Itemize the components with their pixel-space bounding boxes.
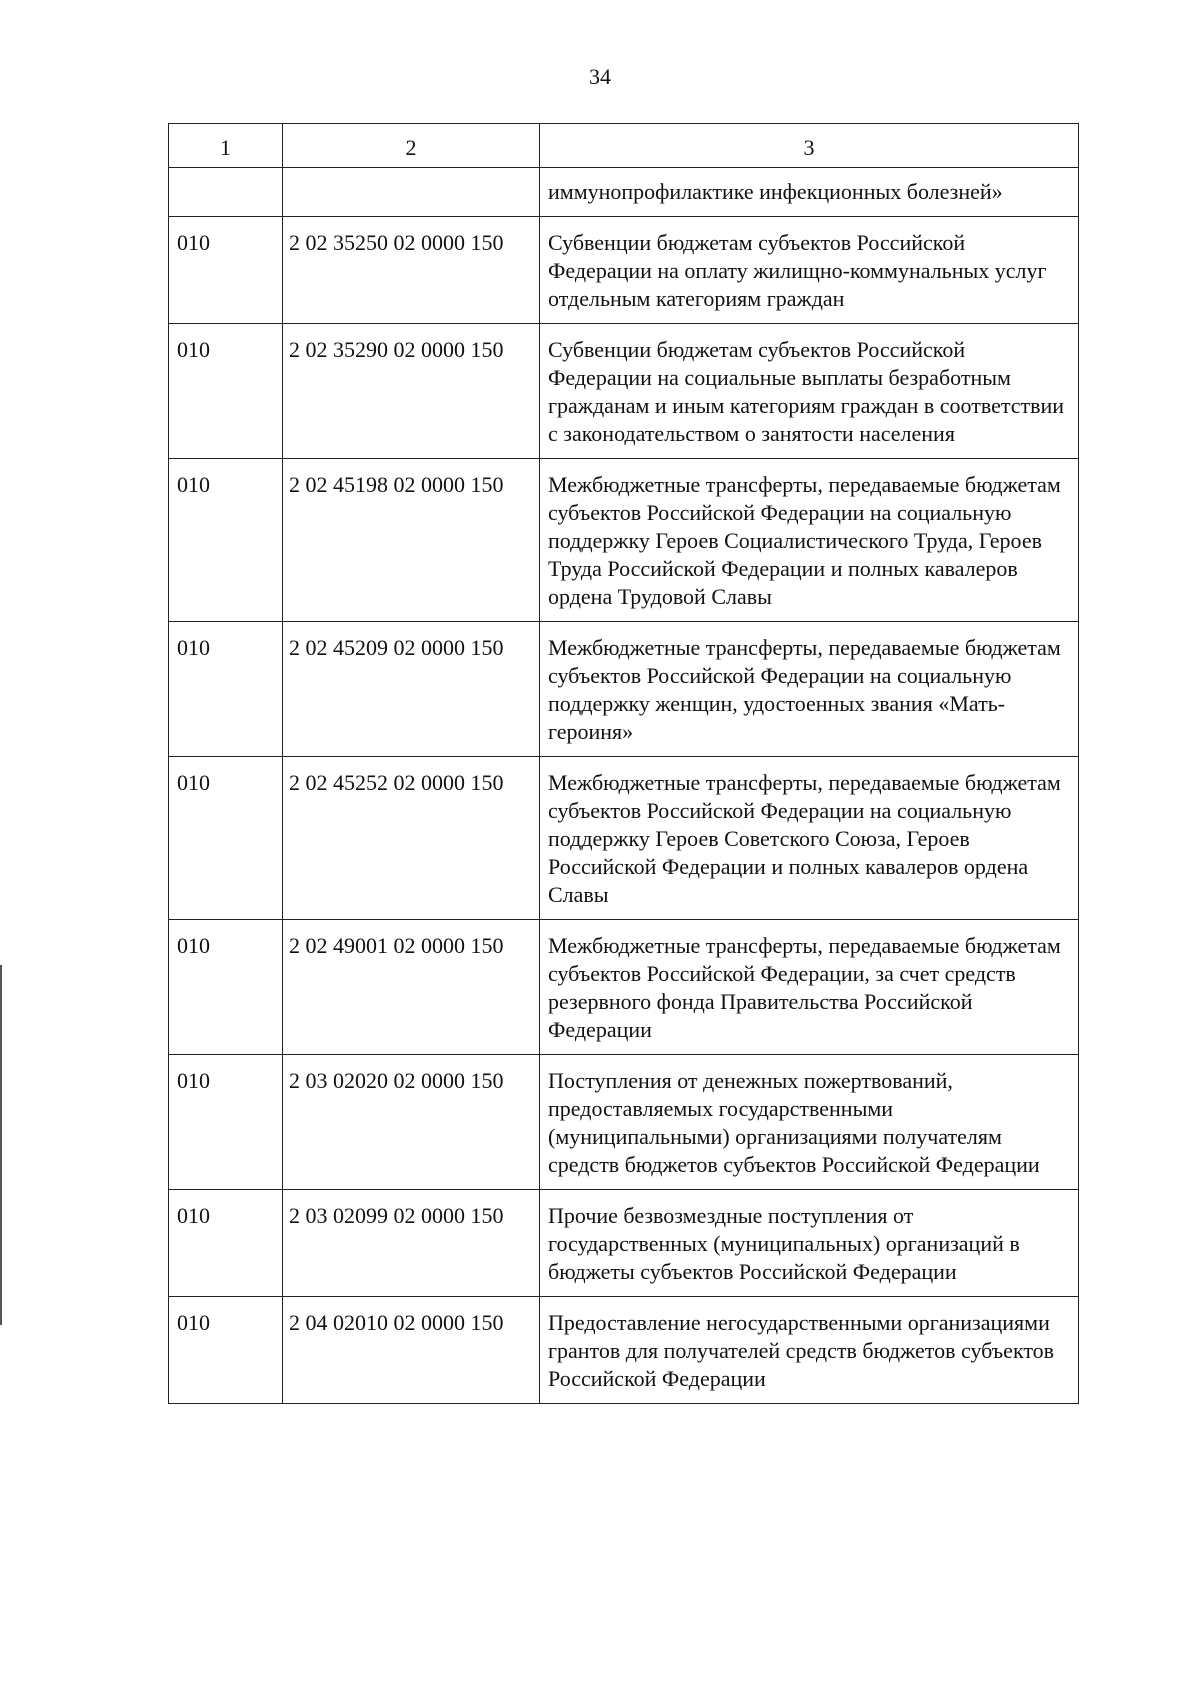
description-cell: Межбюджетные трансферты, передаваемые бюджетам субъектов Российской Федерации на социальную поддержку женщин, удостоенных звания «Мать-героиня»: [540, 622, 1079, 757]
table-row: [169, 920, 1079, 1055]
table-row: [169, 622, 1079, 757]
table-row: [169, 1297, 1079, 1404]
description-cell: Межбюджетные трансферты, передаваемые бюджетам субъектов Российской Федерации на социальную поддержку Героев Советского Союза, Героев Российской Федерации и полных кавалеров ордена Славы: [540, 757, 1079, 920]
admin-code-cell: 010: [169, 1055, 283, 1190]
admin-code-cell: [169, 168, 283, 217]
admin-code-cell: 010: [169, 757, 283, 920]
description-cell: Субвенции бюджетам субъектов Российской Федерации на оплату жилищно-коммунальных услуг отдельным категориям граждан: [540, 217, 1079, 324]
revenue-code-cell: 2 02 45198 02 0000 150: [283, 459, 540, 622]
revenue-code-cell: 2 03 02020 02 0000 150: [283, 1055, 540, 1190]
table-row: [169, 459, 1079, 622]
revenue-code-cell: 2 02 35290 02 0000 150: [283, 324, 540, 459]
admin-code-cell: 010: [169, 1297, 283, 1404]
table-row: [169, 324, 1079, 459]
description-cell: Межбюджетные трансферты, передаваемые бюджетам субъектов Российской Федерации, за счет средств резервного фонда Правительства Российской Федерации: [540, 920, 1079, 1055]
admin-code-cell: 010: [169, 217, 283, 324]
description-cell: Предоставление негосударственными организациями грантов для получателей средств бюджетов субъектов Российской Федерации: [540, 1297, 1079, 1404]
column-header-2: 2: [283, 124, 540, 168]
table-row: [169, 757, 1079, 920]
table-header-row: [169, 124, 1079, 168]
revenue-code-cell: [283, 168, 540, 217]
revenue-code-cell: 2 02 49001 02 0000 150: [283, 920, 540, 1055]
revenue-code-cell: 2 02 45252 02 0000 150: [283, 757, 540, 920]
page-number: 34: [589, 64, 611, 89]
table-row: [169, 1190, 1079, 1297]
description-cell: Субвенции бюджетам субъектов Российской Федерации на социальные выплаты безработным гражданам и иным категориям граждан в соответствии с законодательством о занятости населения: [540, 324, 1079, 459]
description-cell: Межбюджетные трансферты, передаваемые бюджетам субъектов Российской Федерации на социальную поддержку Героев Социалистического Труда, Героев Труда Российской Федерации и полных кавалеров ордена Трудовой Славы: [540, 459, 1079, 622]
admin-code-cell: 010: [169, 324, 283, 459]
column-header-3: 3: [540, 124, 1079, 168]
admin-code-cell: 010: [169, 920, 283, 1055]
revenue-codes-table: [168, 123, 1079, 1404]
table-row: [169, 1055, 1079, 1190]
description-cell: иммунопрофилактике инфекционных болезней»: [540, 168, 1079, 217]
admin-code-cell: 010: [169, 459, 283, 622]
scan-margin-line: [0, 965, 2, 1325]
revenue-code-cell: 2 02 45209 02 0000 150: [283, 622, 540, 757]
description-cell: Прочие безвозмездные поступления от государственных (муниципальных) организаций в бюджеты субъектов Российской Федерации: [540, 1190, 1079, 1297]
description-cell: Поступления от денежных пожертвований, предоставляемых государственными (муниципальными) организациями получателям средств бюджетов субъектов Российской Федерации: [540, 1055, 1079, 1190]
admin-code-cell: 010: [169, 622, 283, 757]
table-row: [169, 168, 1079, 217]
revenue-code-cell: 2 04 02010 02 0000 150: [283, 1297, 540, 1404]
admin-code-cell: 010: [169, 1190, 283, 1297]
revenue-code-cell: 2 02 35250 02 0000 150: [283, 217, 540, 324]
column-header-1: 1: [169, 124, 283, 168]
table-row: [169, 217, 1079, 324]
revenue-code-cell: 2 03 02099 02 0000 150: [283, 1190, 540, 1297]
